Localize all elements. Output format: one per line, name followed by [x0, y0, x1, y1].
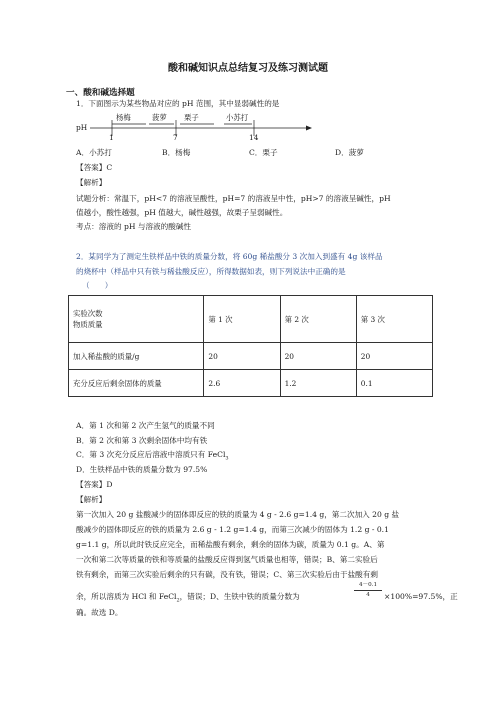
fraction-denominator: 4	[366, 592, 370, 598]
ph-item-boluo: 菠萝	[152, 113, 167, 122]
ph-item-yangmei: 杨梅	[116, 113, 131, 122]
header-diag-bottom: 物质质量	[73, 320, 103, 329]
line6-head: 余，所以溶质为 HCl 和 FeCl	[76, 592, 177, 601]
q2-analysis-line-7: 确。故选 D。	[76, 608, 123, 617]
table-cell: 0.1	[356, 370, 432, 397]
table-col-header-2: 第 2 次	[280, 296, 356, 343]
q2-option-a: A．第 1 次和第 2 次产生氢气的质量不同	[76, 421, 215, 430]
line6-end: ×100%=97.5%，正	[384, 592, 458, 601]
ph-diagram	[76, 110, 316, 142]
q2-stem-line-2: 的烧杯中（样品中只有铁与稀盐酸反应），所得数据如表，则下列说法中正确的是	[76, 267, 346, 276]
q2-option-b: B．第 2 次和第 3 次剩余固体中均有铁	[76, 436, 208, 445]
table-row	[69, 370, 433, 397]
q2-analysis-line-6	[76, 592, 300, 606]
q2-analysis-line-4: 一次和第二次等质量的铁和等质量的盐酸反应得到氢气质量也相等，错误；B、第二实验后	[76, 555, 378, 564]
table-cell: 20	[204, 343, 280, 370]
q1-option-b: B．杨梅	[162, 148, 191, 157]
table-row-label: 充分反应后剩余固体的质量	[69, 370, 204, 397]
ph-item-xiaosuda: 小苏打	[226, 113, 249, 122]
q1-analysis-label: 【解析】	[76, 178, 107, 187]
line6-tail: ，错误；D、生铁中铁的质量分数为	[179, 592, 300, 601]
header-diag-top: 实验次数	[73, 309, 103, 318]
table-corner-cell	[69, 296, 204, 343]
table-row	[69, 343, 433, 370]
fraction-bar	[354, 590, 382, 591]
table-row-label: 加入稀盐酸的质量/g	[69, 343, 204, 370]
table-cell: 20	[356, 343, 432, 370]
q2-option-c-text: C．第 3 次充分反应后溶液中溶质只有 FeCl	[76, 450, 226, 459]
ph-tick-1: 1	[109, 133, 114, 142]
q1-option-a: A．小苏打	[76, 148, 112, 157]
q1-analysis-line-3: 考点：溶液的 pH 与溶液的酸碱性	[76, 222, 192, 231]
table-col-header-1: 第 1 次	[204, 296, 280, 343]
document-title: 酸和碱知识点总结复习及练习测试题	[168, 63, 328, 74]
ph-axis-label: pH	[76, 123, 88, 132]
q2-option-c-subscript: 3	[225, 455, 229, 462]
q1-option-d: D．菠萝	[335, 148, 364, 157]
q2-analysis-label: 【解析】	[76, 495, 107, 504]
table-cell: 2.6	[204, 370, 280, 397]
q1-analysis-line-2: 值越小，酸性越强，pH 值越大，碱性越强，故栗子呈弱碱性。	[76, 208, 288, 217]
table-header-row	[69, 296, 433, 343]
ph-item-lizi: 栗子	[184, 113, 199, 122]
q1-stem: 1．下面图示为某些物品对应的 pH 范围，其中显弱碱性的是	[76, 99, 280, 108]
section-heading: 一、酸和碱选择题	[66, 88, 135, 98]
q1-option-c: C．栗子	[249, 148, 278, 157]
ph-tick-7: 7	[173, 133, 178, 142]
q2-stem-line-3: （ ）	[82, 281, 113, 290]
q2-data-table	[68, 295, 433, 397]
q2-stem-line-1: 2．某同学为了测定生铁样品中铁的质量分数，将 60g 稀盐酸分 3 次加入到盛有 4g 该样品	[76, 252, 383, 261]
q2-option-c	[76, 450, 229, 464]
q2-answer: 【答案】D	[76, 480, 113, 489]
ph-tick-14: 14	[249, 133, 259, 142]
table-cell: 1.2	[280, 370, 356, 397]
fraction-numerator: 4－0.1	[358, 582, 378, 588]
q2-option-d: D．生铁样品中铁的质量分数为 97.5%	[76, 465, 208, 474]
q2-analysis-line-5: 铁有剩余，而第三次实验后剩余的只有碳，没有铁，错误；C、第三次实验后由于盐酸有剩	[76, 570, 378, 579]
line6-subscript: 2	[176, 597, 180, 604]
q1-analysis-line-1: 试题分析：常温下，pH<7 的溶液呈酸性，pH=7 的溶液呈中性，pH>7 的溶液呈碱性，pH	[76, 194, 391, 203]
table-cell: 20	[280, 343, 356, 370]
table-col-header-3: 第 3 次	[356, 296, 432, 343]
q2-analysis-line-1: 第一次加入 20 g 盐酸减少的固体即反应的铁的质量为 4 g - 2.6 g=1.4 g，第二次加入 20 g 盐	[76, 510, 400, 519]
q2-analysis-line-2: 酸减少的固体即反应的铁的质量为 2.6 g - 1.2 g=1.4 g，而第三次减少的固体为 1.2 g - 0.1	[76, 525, 389, 534]
q1-answer: 【答案】C	[76, 163, 113, 172]
q2-analysis-line-3: g=1.1 g，所以此时铁反应完全，而稀盐酸有剩余，剩余的固体为碳，质量为 0.1 g。A、第	[76, 540, 385, 549]
